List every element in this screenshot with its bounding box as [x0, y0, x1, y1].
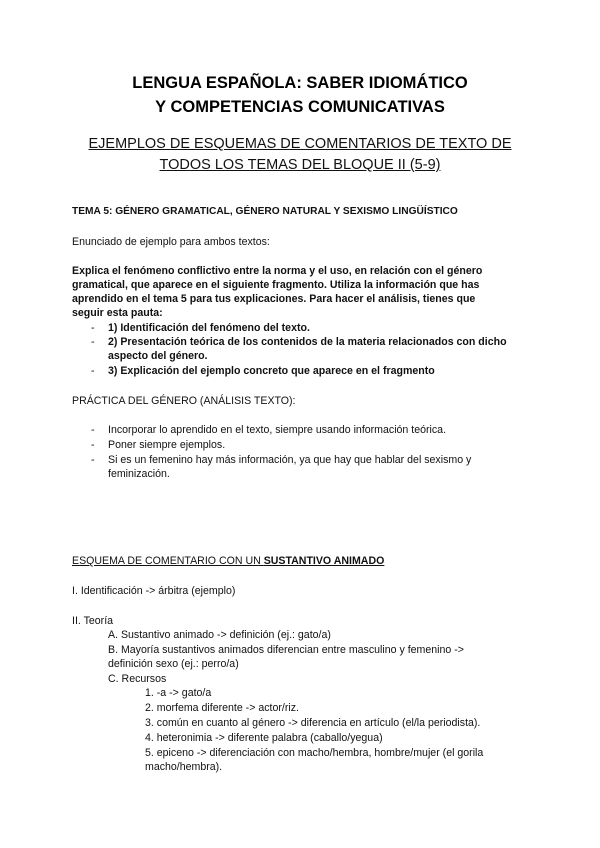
practica-item-continuation: feminización.	[108, 468, 170, 480]
recurso-item: 5. epiceno -> diferenciación con macho/hembra, hombre/mujer (el gorila	[145, 747, 484, 759]
esquema-heading-prefix: ESQUEMA DE COMENTARIO CON UN	[72, 555, 264, 567]
recurso-item: 1. -a -> gato/a	[145, 687, 212, 699]
teoria-item: B. Mayoría sustantivos animados diferencian entre masculino y femenino ->	[108, 644, 464, 656]
bullet-marker: -	[91, 336, 95, 348]
teoria-item: C. Recursos	[108, 673, 167, 685]
practica-item: Poner siempre ejemplos.	[108, 439, 226, 451]
teoria-item: A. Sustantivo animado -> definición (ej.: gato/a)	[108, 629, 331, 641]
tema-heading: TEMA 5: GÉNERO GRAMATICAL, GÉNERO NATURAL Y SEXISMO LINGÜÍSTICO	[72, 206, 458, 217]
statement-line: Explica el fenómeno conflictivo entre la norma y el uso, en relación con el género	[72, 265, 483, 277]
statement-line: seguir esta pauta:	[72, 307, 163, 319]
recurso-item: 4. heteronimia -> diferente palabra (caballo/yegua)	[145, 732, 383, 744]
recurso-item: 3. común en cuanto al género -> diferencia en artículo (el/la periodista).	[145, 717, 481, 729]
document-subtitle-line2: TODOS LOS TEMAS DEL BLOQUE II (5-9)	[159, 157, 441, 173]
practica-item: Incorporar lo aprendido en el texto, siempre usando información teórica.	[108, 424, 447, 436]
esquema-heading-bold: SUSTANTIVO ANIMADO	[263, 555, 385, 567]
practica-item: Si es un femenino hay más información, ya que hay que hablar del sexismo y	[108, 454, 472, 466]
practica-heading: PRÁCTICA DEL GÉNERO (ANÁLISIS TEXTO):	[72, 395, 296, 407]
pauta-item: 1) Identificación del fenómeno del texto.	[108, 322, 310, 334]
bullet-marker: -	[91, 454, 95, 466]
statement-line: gramatical, que aparece en el siguiente fragmento. Utiliza la información que has	[72, 279, 480, 291]
pauta-item: 3) Explicación del ejemplo concreto que aparece en el fragmento	[108, 365, 435, 377]
pauta-item-continuation: aspecto del género.	[108, 350, 208, 362]
statement-line: aprendido en el tema 5 para tus explicaciones. Para hacer el análisis, tienes que	[72, 293, 476, 305]
recurso-item-continuation: macho/hembra).	[145, 761, 223, 773]
document-subtitle-line1: EJEMPLOS DE ESQUEMAS DE COMENTARIOS DE TEXTO DE	[88, 136, 512, 152]
bullet-marker: -	[91, 439, 95, 451]
bullet-marker: -	[91, 424, 95, 436]
tema-intro: Enunciado de ejemplo para ambos textos:	[72, 236, 270, 248]
document-title-line1: LENGUA ESPAÑOLA: SABER IDIOMÁTICO	[132, 74, 468, 92]
document-title-line2: Y COMPETENCIAS COMUNICATIVAS	[155, 98, 445, 116]
recurso-item: 2. morfema diferente -> actor/riz.	[145, 702, 299, 714]
pauta-item: 2) Presentación teórica de los contenidos de la materia relacionados con dicho	[108, 336, 507, 348]
teoria-item-continuation: definición sexo (ej.: perro/a)	[108, 658, 239, 670]
bullet-marker: -	[91, 365, 95, 377]
esquema-identificacion: I. Identificación -> árbitra (ejemplo)	[72, 585, 236, 597]
esquema-teoria: II. Teoría	[72, 615, 114, 627]
bullet-marker: -	[91, 322, 95, 334]
esquema-heading	[72, 554, 384, 569]
